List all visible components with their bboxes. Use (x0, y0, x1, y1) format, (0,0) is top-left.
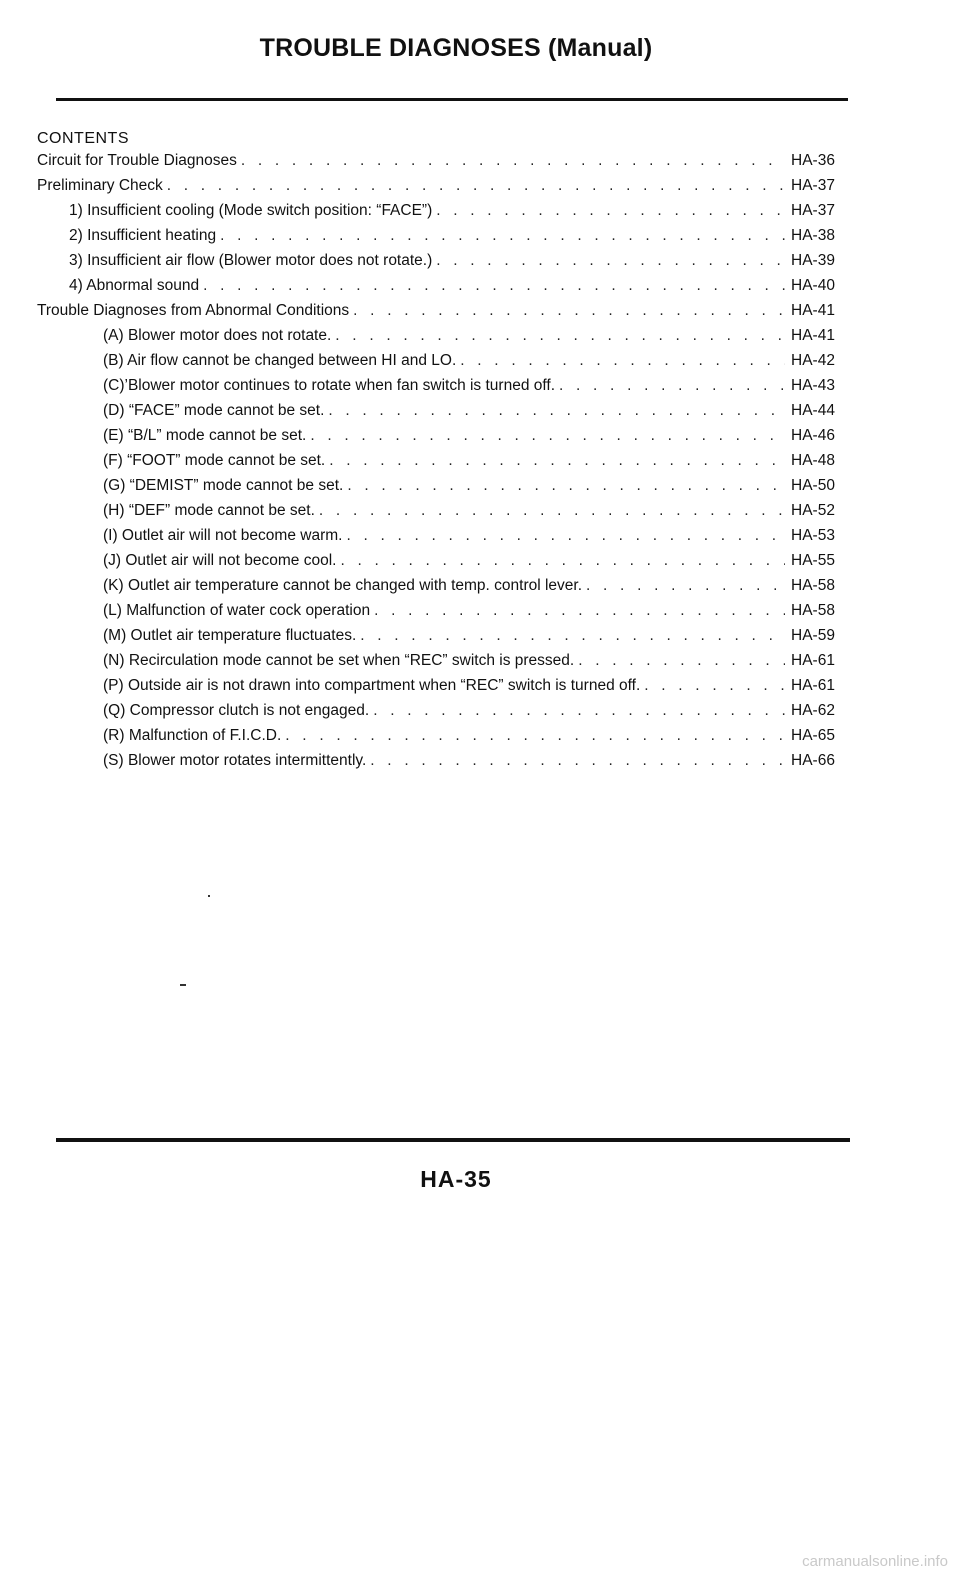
toc-entry-label: (L) Malfunction of water cock operation (103, 602, 371, 619)
stray-mark (208, 895, 210, 897)
page-number: HA-35 (420, 1166, 492, 1192)
toc-entry-label: Preliminary Check (37, 177, 163, 194)
dot-leader (370, 752, 785, 770)
dot-leader (353, 302, 785, 320)
toc-entry-label: 1) Insufficient cooling (Mode switch position: “FACE”) (69, 202, 433, 219)
dot-leader (373, 702, 785, 720)
dot-leader (360, 627, 785, 645)
toc-entry-page: HA-38 (791, 227, 835, 244)
dot-leader (319, 502, 785, 520)
toc-entry-label: (B) Air flow cannot be changed between HI and LO. (103, 352, 457, 369)
dot-leader (285, 727, 785, 745)
toc-entry (69, 252, 849, 276)
dot-leader (347, 477, 785, 495)
toc-entry (103, 427, 849, 451)
toc-entry-label: (F) “FOOT” mode cannot be set. (103, 452, 326, 469)
toc-entry-page: HA-44 (791, 402, 835, 419)
toc-entry (103, 627, 849, 651)
stray-mark (180, 984, 186, 986)
toc-entry-page: HA-41 (791, 302, 835, 319)
toc-entry (103, 702, 849, 726)
toc-entry-page: HA-65 (791, 727, 835, 744)
top-rule (56, 98, 848, 101)
toc-entry-page: HA-39 (791, 252, 835, 269)
toc-entry-page: HA-55 (791, 552, 835, 569)
toc-entry (103, 352, 849, 376)
toc-entry (103, 652, 849, 676)
toc-entry (103, 452, 849, 476)
toc-entry-label: (E) “B/L” mode cannot be set. (103, 427, 307, 444)
toc-entry-label: (H) “DEF” mode cannot be set. (103, 502, 315, 519)
toc-entry-label: (G) “DEMIST” mode cannot be set. (103, 477, 344, 494)
toc-entry (103, 502, 849, 526)
dot-leader (460, 352, 785, 370)
watermark: carmanualsonline.info (802, 1553, 948, 1570)
toc-entry-label: (J) Outlet air will not become cool. (103, 552, 337, 569)
toc-entry (37, 177, 849, 201)
dot-leader (335, 327, 785, 345)
dot-leader (203, 277, 785, 295)
toc-entry-page: HA-53 (791, 527, 835, 544)
toc-entry-page: HA-66 (791, 752, 835, 769)
dot-leader (328, 402, 785, 420)
contents-heading: CONTENTS (37, 130, 129, 147)
toc-entry (103, 602, 849, 626)
toc-entry-label: Trouble Diagnoses from Abnormal Conditions (37, 302, 350, 319)
toc-entry-label: (K) Outlet air temperature cannot be changed with temp. control lever. (103, 577, 583, 594)
toc-entry-label: 3) Insufficient air flow (Blower motor does not rotate.) (69, 252, 433, 269)
toc-entry-label: (A) Blower motor does not rotate. (103, 327, 332, 344)
toc-entry-page: HA-62 (791, 702, 835, 719)
toc-entry-page: HA-43 (791, 377, 835, 394)
toc-entry (37, 302, 849, 326)
toc-entry-page: HA-42 (791, 352, 835, 369)
toc-entry (103, 752, 849, 776)
dot-leader (644, 677, 785, 695)
toc-entry-page: HA-52 (791, 502, 835, 519)
dot-leader (241, 152, 785, 170)
toc-entry-page: HA-50 (791, 477, 835, 494)
toc-entry (103, 477, 849, 501)
toc-entry (103, 327, 849, 351)
toc-entry-label: (P) Outside air is not drawn into compartment when “REC” switch is turned off. (103, 677, 641, 694)
toc-entry-page: HA-37 (791, 177, 835, 194)
toc-entry-label: (C)’Blower motor continues to rotate when fan switch is turned off. (103, 377, 556, 394)
toc-entry (103, 552, 849, 576)
dot-leader (436, 202, 785, 220)
toc-entry (103, 727, 849, 751)
toc-entry-label: (R) Malfunction of F.I.C.D. (103, 727, 282, 744)
toc-entry-page: HA-61 (791, 677, 835, 694)
toc-entry-label: (S) Blower motor rotates intermittently. (103, 752, 367, 769)
toc-entry-label: (N) Recirculation mode cannot be set when “REC” switch is pressed. (103, 652, 575, 669)
toc-entry (103, 677, 849, 701)
toc-entry-label: (I) Outlet air will not become warm. (103, 527, 343, 544)
toc-entry-page: HA-37 (791, 202, 835, 219)
dot-leader (220, 227, 785, 245)
toc-entry-page: HA-58 (791, 577, 835, 594)
page-title: TROUBLE DIAGNOSES (Manual) (259, 34, 653, 62)
toc-entry (69, 227, 849, 251)
toc-entry (103, 577, 849, 601)
toc-entry (103, 402, 849, 426)
toc-entry (103, 377, 849, 401)
toc-entry-page: HA-48 (791, 452, 835, 469)
bottom-rule (56, 1138, 850, 1142)
toc-entry-page: HA-40 (791, 277, 835, 294)
toc-entry-label: (Q) Compressor clutch is not engaged. (103, 702, 370, 719)
dot-leader (340, 552, 785, 570)
toc-entry (69, 277, 849, 301)
dot-leader (374, 602, 785, 620)
toc-entry-label: 4) Abnormal sound (69, 277, 200, 294)
dot-leader (167, 177, 785, 195)
dot-leader (310, 427, 785, 445)
toc-entry-page: HA-59 (791, 627, 835, 644)
toc-entry-label: (M) Outlet air temperature fluctuates. (103, 627, 357, 644)
dot-leader (346, 527, 785, 545)
toc-entry-page: HA-36 (791, 152, 835, 169)
toc-entry-page: HA-41 (791, 327, 835, 344)
toc-entry-page: HA-46 (791, 427, 835, 444)
dot-leader (436, 252, 785, 270)
dot-leader (559, 377, 785, 395)
toc-entry-label: Circuit for Trouble Diagnoses (37, 152, 237, 169)
toc-entry (37, 152, 849, 176)
toc-entry-label: (D) “FACE” mode cannot be set. (103, 402, 325, 419)
dot-leader (586, 577, 785, 595)
dot-leader (578, 652, 785, 670)
toc-entry-label: 2) Insufficient heating (69, 227, 217, 244)
toc-entry-page: HA-58 (791, 602, 835, 619)
toc-entry-page: HA-61 (791, 652, 835, 669)
toc-entry (103, 527, 849, 551)
dot-leader (329, 452, 785, 470)
toc-entry (69, 202, 849, 226)
